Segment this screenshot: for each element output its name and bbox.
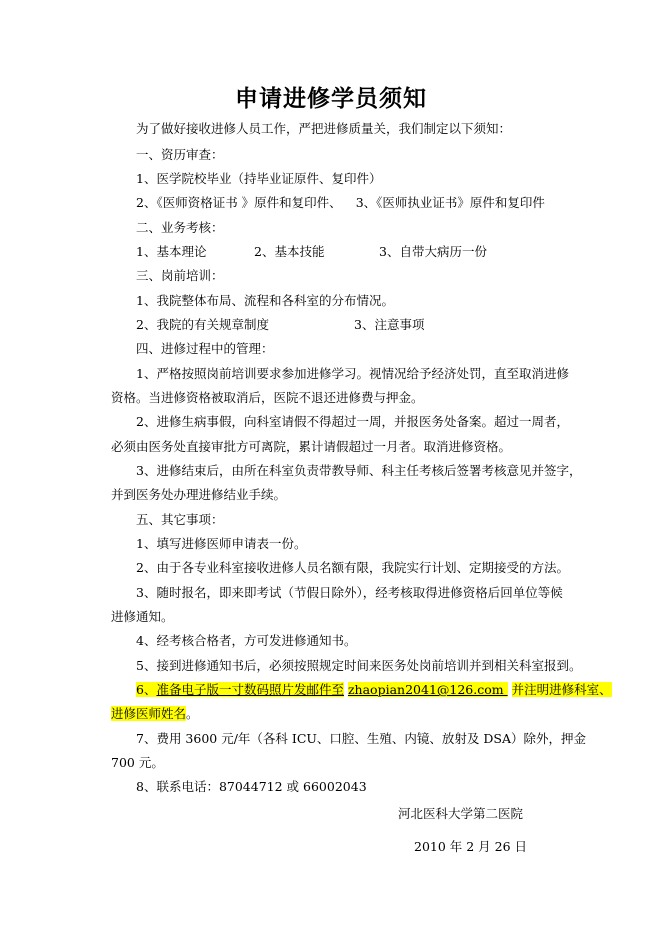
section-4-para-1-line-1: 1、严格按照岗前培训要求参加进修学习。视情况给予经济处罚，直至取消进修 bbox=[136, 366, 569, 381]
section-5-item-3-line-2: 进修通知。 bbox=[111, 609, 174, 624]
email-link[interactable]: zhaopian2041@126.com bbox=[347, 682, 508, 697]
item-6-instruction: 准备电子版一寸数码照片发邮件至 bbox=[156, 682, 344, 697]
section-3-item-3: 3、注意事项 bbox=[354, 317, 425, 332]
section-2-items-row bbox=[136, 243, 596, 260]
section-5-item-8: 8、联系电话：87044712 或 66002043 bbox=[136, 779, 367, 794]
section-3-item-1: 1、我院整体布局、流程和各科室的分布情况。 bbox=[136, 293, 394, 308]
section-4-heading: 四、进修过程中的管理： bbox=[136, 341, 274, 356]
section-2-item-3: 3、自带大病历一份 bbox=[379, 244, 487, 259]
section-5-item-7-line-2: 700 元。 bbox=[111, 755, 164, 770]
section-4-para-2-line-1: 2、进修生病事假，向科室请假不得超过一周，并报医务处备案。超过一周者， bbox=[136, 414, 569, 429]
section-1-item-3: 3、《医师执业证书》原件和复印件 bbox=[355, 195, 545, 210]
section-2-heading: 二、业务考核： bbox=[136, 220, 224, 235]
section-3-items-row bbox=[136, 316, 596, 333]
section-5-item-7-line-1: 7、费用 3600 元/年（各科 ICU、口腔、生殖、内镜、放射及 DSA）除外，押金 bbox=[136, 731, 587, 746]
section-5-item-6-line-1 bbox=[136, 681, 612, 698]
section-2-item-2: 2、基本技能 bbox=[254, 244, 325, 259]
signature-date: 2010 年 2 月 26 日 bbox=[414, 839, 528, 854]
section-4-para-2-line-2: 必须由医务处直接审批方可离院，累计请假超过一月者。取消进修资格。 bbox=[111, 439, 512, 454]
item-6-tail: 并注明进修科室、 bbox=[511, 682, 612, 697]
signature-institution: 河北医科大学第二医院 bbox=[398, 806, 524, 821]
section-5-heading: 五、其它事项： bbox=[136, 512, 224, 527]
section-1-item-1: 1、医学院校毕业（持毕业证原件、复印件） bbox=[136, 171, 382, 186]
section-1-item-2: 2、《医师资格证书 》原件和复印件、 bbox=[136, 195, 342, 210]
section-5-item-1: 1、填写进修医师申请表一份。 bbox=[136, 536, 307, 551]
section-5-item-4: 4、经考核合格者，方可发进修通知书。 bbox=[136, 633, 357, 648]
document-title: 申请进修学员须知 bbox=[235, 86, 427, 112]
section-5-item-5: 5、接到进修通知书后，必须按照规定时间来医务处岗前培训并到相关科室报到。 bbox=[136, 658, 582, 673]
intro-paragraph: 为了做好接收进修人员工作，严把进修质量关，我们制定以下须知： bbox=[136, 121, 512, 136]
section-1-item-2-row bbox=[136, 194, 596, 211]
section-2-item-1: 1、基本理论 bbox=[136, 244, 207, 259]
section-5-item-6-line-2 bbox=[111, 705, 571, 722]
section-4-para-3-line-1: 3、进修结束后，由所在科室负责带教导师、科主任考核后签署考核意见并签字， bbox=[136, 463, 582, 478]
section-5-item-2: 2、由于各专业科室接收进修人员名额有限，我院实行计划、定期接受的方法。 bbox=[136, 560, 569, 575]
section-3-heading: 三、岗前培训： bbox=[136, 268, 224, 283]
section-5-item-3-line-1: 3、随时报名，即来即考试（节假日除外），经考核取得进修资格后回单位等候 bbox=[136, 585, 563, 600]
section-4-para-1-line-2: 资格。当进修资格被取消后，医院不退还进修费与押金。 bbox=[111, 390, 424, 405]
item-6-line-2-text: 进修医师姓名 bbox=[111, 706, 187, 721]
item-6-period: 。 bbox=[186, 706, 199, 721]
section-4-para-3-line-2: 并到医务处办理进修结业手续。 bbox=[111, 487, 287, 502]
section-3-item-2: 2、我院的有关规章制度 bbox=[136, 317, 269, 332]
item-6-number: 6、 bbox=[136, 682, 157, 697]
section-1-heading: 一、资历审查： bbox=[136, 147, 224, 162]
